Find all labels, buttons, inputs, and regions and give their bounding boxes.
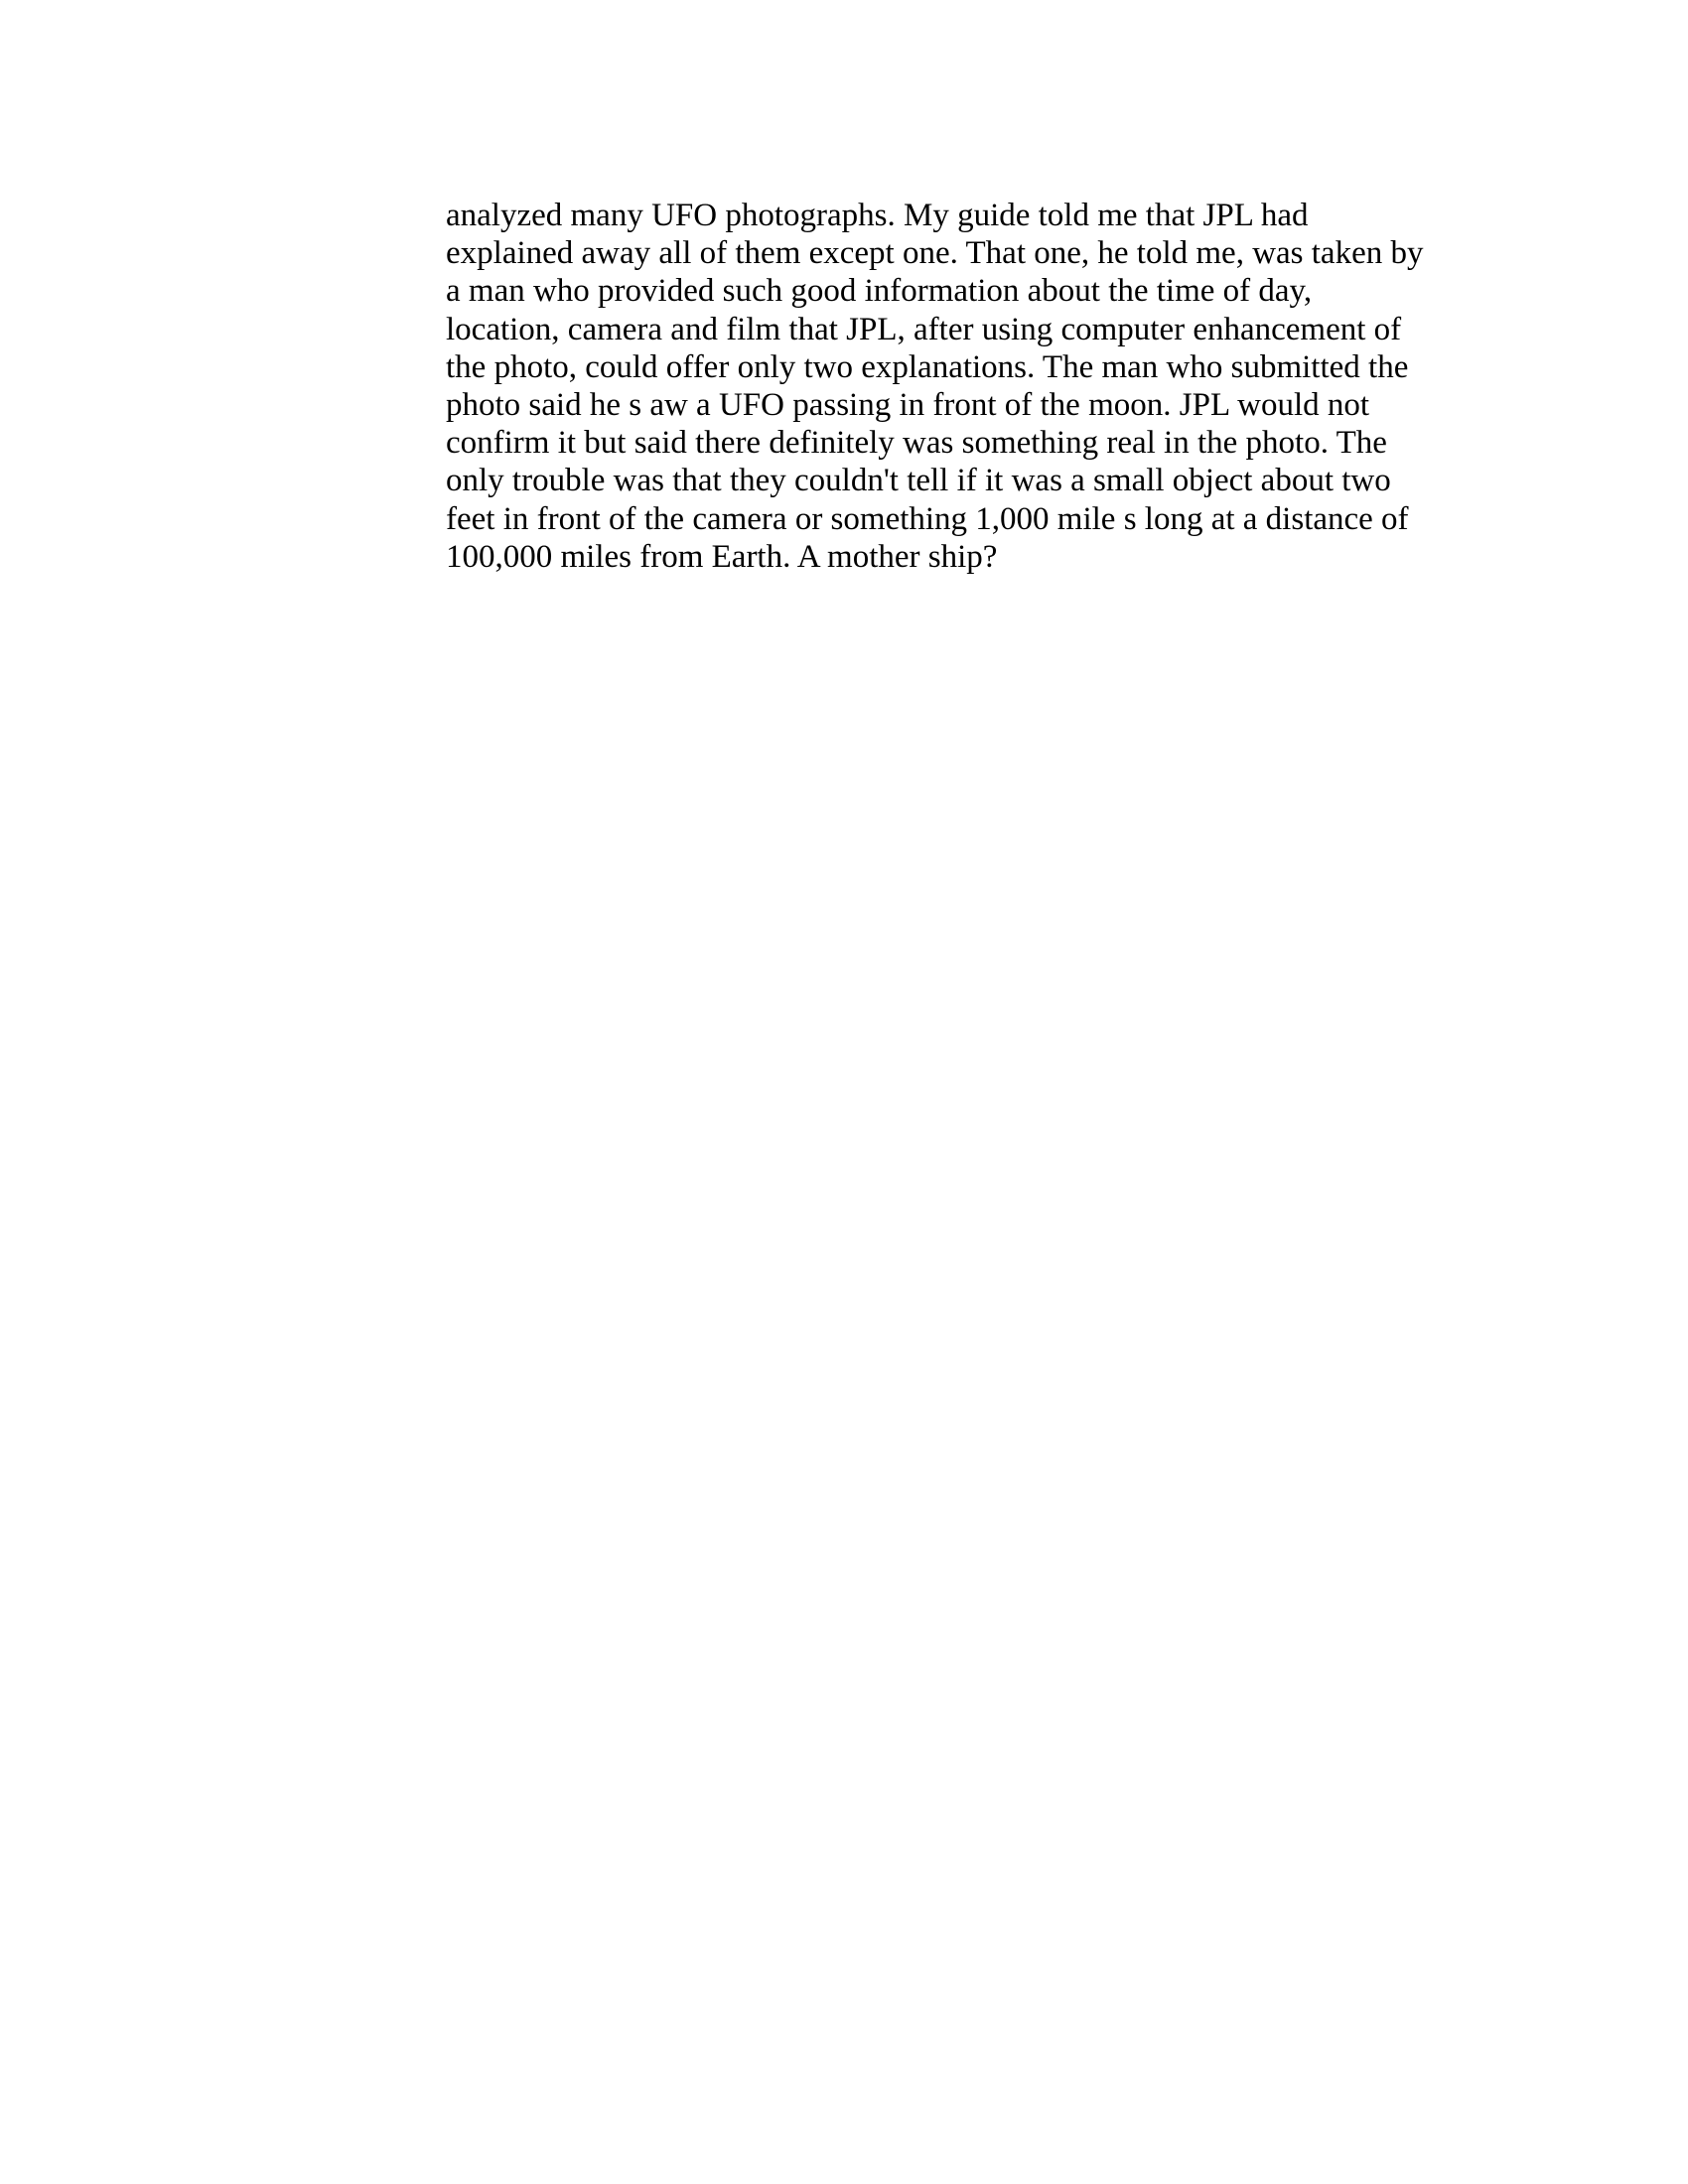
text-line: photo said he s aw a UFO passing in front of the moon. JPL would not <box>446 387 1370 424</box>
body-paragraph <box>446 197 1498 576</box>
text-line: analyzed many UFO photographs. My guide told me that JPL had <box>446 198 1309 233</box>
text-line: feet in front of the camera or something 1,000 mile s long at a distance of <box>446 500 1409 537</box>
text-line: explained away all of them except one. That one, he told me, was taken by <box>446 235 1424 272</box>
text-line: a man who provided such good information about the time of day, <box>446 273 1313 310</box>
text-line: confirm it but said there definitely was something real in the photo. The <box>446 425 1387 462</box>
text-line: 100,000 miles from Earth. A mother ship? <box>446 538 998 575</box>
text-line: location, camera and film that JPL, after using computer enhancement of <box>446 311 1402 347</box>
text-line: the photo, could offer only two explanations. The man who submitted the <box>446 348 1409 385</box>
text-line: only trouble was that they couldn't tell if it was a small object about two <box>446 463 1391 499</box>
